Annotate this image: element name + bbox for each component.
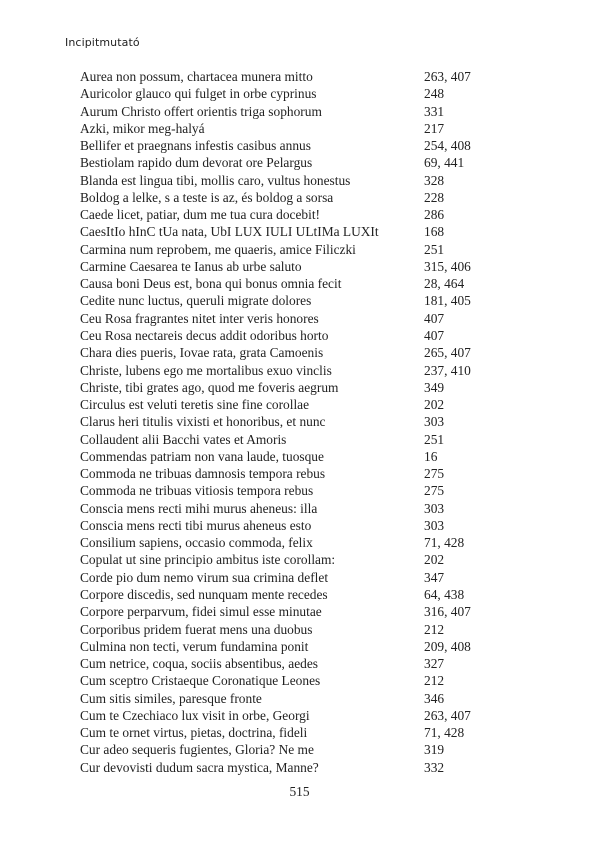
incipit-text: Culmina non tecti, verum fundamina ponit: [80, 638, 309, 654]
index-entry: [80, 223, 480, 240]
index-entry: [80, 690, 480, 707]
page-references: 275: [424, 483, 445, 499]
page-references: 71, 428: [424, 535, 465, 551]
index-entry: [80, 569, 480, 586]
incipit-text: Commoda ne tribuas damnosis tempora rebus: [80, 466, 326, 482]
index-entry: [80, 672, 480, 689]
incipit-text: Christe, lubens ego me mortalibus exuo vinclis: [80, 362, 332, 378]
index-entry: [80, 103, 480, 120]
incipit-text: Caede licet, patiar, dum me tua cura docebit!: [80, 207, 321, 223]
index-entry: [80, 396, 480, 413]
incipit-text: Ceu Rosa nectareis decus addit odoribus horto: [80, 327, 329, 343]
page-references: 71, 428: [424, 725, 465, 741]
incipit-text: Ceu Rosa fragrantes nitet inter veris honores: [80, 310, 319, 326]
incipit-text: Chara dies pueris, Iovae rata, grata Camoenis: [80, 345, 324, 361]
incipit-text: Cur devovisti dudum sacra mystica, Manne?: [80, 759, 319, 775]
index-entry: [80, 137, 480, 154]
incipit-text: Cum te ornet virtus, pietas, doctrina, fideli: [80, 725, 308, 741]
incipit-text: Aurum Christo offert orientis triga sophorum: [80, 103, 322, 119]
index-entry: [80, 431, 480, 448]
incipit-text: Carmina num reprobem, me quaeris, amice Filiczki: [80, 241, 356, 257]
page-references: 286: [424, 207, 445, 223]
incipit-text: Corde pio dum nemo virum sua crimina deflet: [80, 569, 329, 585]
index-entry: [80, 154, 480, 171]
page-references: 275: [424, 466, 445, 482]
incipit-text: Boldog a lelke, s a teste is az, és boldog a sorsa: [80, 189, 334, 205]
page-references: 332: [424, 759, 445, 775]
incipit-text: Aurea non possum, chartacea munera mitto: [80, 69, 313, 84]
index-entry: [80, 206, 480, 223]
page-references: 263, 407: [424, 69, 471, 84]
index-entry: [80, 482, 480, 499]
page-references: 315, 406: [424, 258, 471, 274]
page-references: 64, 438: [424, 586, 465, 602]
incipit-text: Cum sceptro Cristaeque Coronatique Leones: [80, 673, 321, 689]
page-references: 346: [424, 690, 445, 706]
page-references: 168: [424, 224, 445, 240]
page-references: 202: [424, 552, 445, 568]
page-references: 407: [424, 310, 445, 326]
incipit-text: Copulat ut sine principio ambitus iste corollam:: [80, 552, 336, 568]
index-entry: [80, 638, 480, 655]
incipit-text: CaesItIo hInC tUa nata, UbI LUX IULI ULtIMa LUXIt: [80, 224, 379, 240]
page-references: 319: [424, 742, 445, 758]
page-references: 254, 408: [424, 138, 471, 154]
incipit-text: Conscia mens recti tibi murus aheneus esto: [80, 517, 312, 533]
index-entry: [80, 759, 480, 776]
page-references: 328: [424, 172, 445, 188]
incipit-text: Corporibus pridem fuerat mens una duobus: [80, 621, 313, 637]
index-entry: [80, 241, 480, 258]
incipit-index-list: [80, 68, 480, 776]
index-entry: [80, 586, 480, 603]
incipit-text: Circulus est veluti teretis sine fine corollae: [80, 397, 310, 413]
incipit-text: Cum sitis similes, paresque fronte: [80, 690, 262, 706]
page-references: 331: [424, 103, 445, 119]
page-references: 251: [424, 431, 445, 447]
page-references: 248: [424, 86, 445, 102]
incipit-text: Auricolor glauco qui fulget in orbe cyprinus: [80, 86, 317, 102]
incipit-text: Cedite nunc luctus, queruli migrate dolores: [80, 293, 312, 309]
page-references: 303: [424, 517, 445, 533]
page-references: 212: [424, 673, 445, 689]
incipit-text: Cur adeo sequeris fugientes, Gloria? Ne me: [80, 742, 314, 758]
index-entry: [80, 68, 480, 85]
incipit-text: Commoda ne tribuas vitiosis tempora rebus: [80, 483, 314, 499]
page-references: 303: [424, 414, 445, 430]
page-references: 407: [424, 327, 445, 343]
page-references: 265, 407: [424, 345, 471, 361]
page-references: 212: [424, 621, 445, 637]
incipit-text: Commendas patriam non vana laude, tuosque: [80, 448, 324, 464]
index-entry: [80, 551, 480, 568]
index-entry: [80, 310, 480, 327]
incipit-text: Collaudent alii Bacchi vates et Amoris: [80, 431, 287, 447]
index-entry: [80, 741, 480, 758]
incipit-text: Bestiolam rapido dum devorat ore Pelargus: [80, 155, 313, 171]
index-entry: [80, 448, 480, 465]
index-entry: [80, 172, 480, 189]
incipit-text: Corpore discedis, sed nunquam mente recedes: [80, 586, 328, 602]
page-references: 16: [424, 448, 438, 464]
incipit-text: Christe, tibi grates ago, quod me foveris aegrum: [80, 379, 339, 395]
page-references: 202: [424, 397, 445, 413]
page-references: 217: [424, 120, 445, 136]
running-header: Incipitmutató: [65, 36, 140, 49]
page-references: 69, 441: [424, 155, 465, 171]
incipit-text: Causa boni Deus est, bona qui bonus omnia fecit: [80, 276, 342, 292]
page-number: 515: [289, 784, 310, 799]
index-entry: [80, 603, 480, 620]
index-entry: [80, 275, 480, 292]
index-entry: [80, 500, 480, 517]
index-entry: [80, 655, 480, 672]
index-entry: [80, 465, 480, 482]
index-entry: [80, 189, 480, 206]
index-entry: [80, 292, 480, 309]
index-entry: [80, 517, 480, 534]
incipit-text: Carmine Caesarea te Ianus ab urbe saluto: [80, 258, 302, 274]
incipit-text: Corpore perparvum, fidei simul esse minutae: [80, 604, 322, 620]
incipit-text: Cum netrice, coqua, sociis absentibus, aedes: [80, 656, 318, 672]
index-entry: [80, 120, 480, 137]
page-references: 209, 408: [424, 638, 471, 654]
index-entry: [80, 707, 480, 724]
index-entry: [80, 379, 480, 396]
index-entry: [80, 362, 480, 379]
page-references: 251: [424, 241, 445, 257]
page-references: 316, 407: [424, 604, 471, 620]
index-entry: [80, 85, 480, 102]
page-references: 303: [424, 500, 445, 516]
page-references: 28, 464: [424, 276, 465, 292]
incipit-text: Clarus heri titulis vixisti et honoribus, et nunc: [80, 414, 326, 430]
page-references: 228: [424, 189, 445, 205]
index-entry: [80, 534, 480, 551]
index-entry: [80, 327, 480, 344]
incipit-text: Blanda est lingua tibi, mollis caro, vultus honestus: [80, 172, 351, 188]
index-entry: [80, 344, 480, 361]
page-references: 237, 410: [424, 362, 471, 378]
incipit-text: Cum te Czechiaco lux visit in orbe, Georgi: [80, 707, 310, 723]
incipit-text: Bellifer et praegnans infestis casibus annus: [80, 138, 311, 154]
incipit-text: Azki, mikor meg-halyá: [80, 120, 205, 136]
index-entry: [80, 413, 480, 430]
page-references: 327: [424, 656, 445, 672]
index-entry: [80, 258, 480, 275]
incipit-text: Consilium sapiens, occasio commoda, felix: [80, 535, 313, 551]
index-entry: [80, 621, 480, 638]
index-entry: [80, 724, 480, 741]
page-references: 349: [424, 379, 445, 395]
page-references: 347: [424, 569, 445, 585]
page-references: 181, 405: [424, 293, 471, 309]
incipit-text: Conscia mens recti mihi murus aheneus: illa: [80, 500, 318, 516]
page-references: 263, 407: [424, 707, 471, 723]
